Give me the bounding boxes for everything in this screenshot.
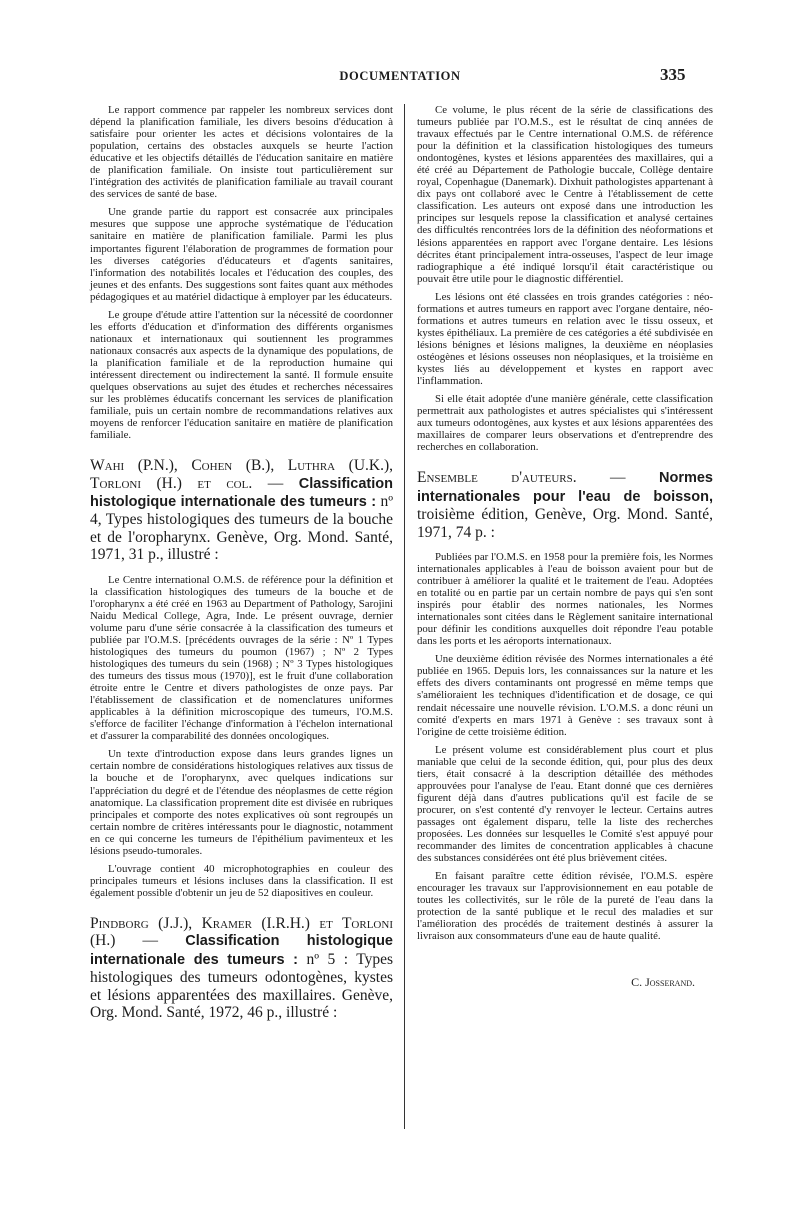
paragraph: L'ouvrage contient 40 microphotographies en couleur des principales tumeurs et lésions incluses dans la classification. Il est également possible d'obtenir un jeu de 52 diapositives en couleur. <box>90 862 393 899</box>
paragraph: Le rapport commence par rappeler les nombreux services dont dépend la planification familiale, les divers besoins d'éducation à satisfaire pour orienter les actes et décisions volontaires de la population, certains des obstacles auxquels se heurte l'action éducative et les objectifs détaillés de l'éducation sanitaire en matière de planification familiale. On insiste tout particulièrement sur l'intégration des activités de planification familiale au travail courant des services de santé de base. <box>90 104 393 201</box>
paragraph: Ce volume, le plus récent de la série de classifications des tumeurs publiée par l'O.M.S., est le résultat de cinq années de travaux effectués par le Centre international O.M.S. de référence pour la définition et la classification histologiques des tumeurs ondontogènes, kystes et lésions apparentées des maxillaires, qui a été créé au Département de Pathologie buccale, Collège dentaire royal, Copenhague (Danemark). Dixhuit pathologistes appartenant à dix pays ont collaboré avec le Centre à l'établissement de cette classification. Les auteurs ont exposé dans une introduction les principes sur lesquels repose la classification et analysé certaines des difficultés rencontrées lors de la définition des néoformations et lésions apparentées en rapport avec l'organe dentaire. Les lésions décrites étant principalement intra-osseuses, l'aspect de leur image radiographique a été indiqué lorsqu'il était caractéristique ou pouvait être utile pour le diagnostic différentiel. <box>417 104 713 285</box>
reference-title: Classification histologique internationale des tumeurs : <box>90 933 393 968</box>
paragraph: Le groupe d'étude attire l'attention sur la nécessité de coordonner les efforts d'éducation et d'information des différents organismes nationaux et internationaux qui soutiennent les programmes nationaux consacrés aux aspects de la dynamique des populations, de la planification familiale et de la reproduction humaine qui intéressent directement ou indirectement la santé. Il formule ensuite quelques observations au sujet des études et recherches nécessaires sur les problèmes éducatifs concernant les services de planification familiale, puis un certain nombre de recommandations relatives aux moyens de renforcer l'éducation sanitaire en matière de planification familiale. <box>90 308 393 442</box>
reference-title: Normes internationales pour l'eau de boisson, <box>417 470 713 505</box>
reference-details: nº 5 : Types histologiques des tumeurs odontogènes, kystes et lésions apparentées des maxillaires. Genève, Org. Mond. Santé, 1972, 46 p., illustré : <box>90 950 393 1021</box>
paragraph: Le présent volume est considérablement plus court et plus maniable que celui de la seconde édition, qui, pour plus des deux tiers, était consacré à la description détaillée des méthodes approuvées pour l'analyse de l'eau. Etant donné que ces dernières figurent déjà dans d'autres publications qu'il est facile de se procurer, on s'est contenté d'y renvoyer le lecteur. Certains autres passages ont également disparu, telle la liste des recherches proposées. Les données sur lesquelles le Comité s'est appuyé pour recommander des limites de concentration applicables à chacune des substances considérées ont été plus brièvement citées. <box>417 743 713 865</box>
paragraph: Publiées par l'O.M.S. en 1958 pour la première fois, les Normes internationales applicables à l'eau de boisson avaient pour but de contribuer à améliorer la qualité et le traitement de l'eau. Adoptées en totalité ou en partie par un certain nombre de pays qui s'en sont inspirés pour établir des normes nationales, les Normes internationales sont citées dans le Règlement sanitaire international pour définir les conditions auxquelles doit répondre l'eau potable dans les ports et les aéroports internationaux. <box>417 550 713 648</box>
reference-authors: Pindborg (J.J.), Kramer (I.R.H.) et Torloni (H.) — <box>90 914 393 950</box>
page-number: 335 <box>660 65 686 84</box>
paragraph: En faisant paraître cette édition révisée, l'O.M.S. espère encourager les travaux sur l'approvisionnement en eau potable de toutes les collectivités, sur le rôle de la pureté de l'eau dans la protection de la santé publique et le recul des maladies et sur l'amélioration des procédés de traitement destinés à assurer la livraison aux consommateurs d'une eau de haute qualité. <box>417 870 713 943</box>
page-header <box>0 67 800 87</box>
paragraph: Une deuxième édition révisée des Normes internationales a été publiée en 1965. Depuis lors, les connaissances sur la nature et les effets des divers contaminants ont progressé en même temps que s'amélioraient les techniques d'identification et de dosage, ce qui rendait nécessaire une nouvelle révision. L'O.M.S. a donc réuni un comité d'experts en mars 1971 à Genève : ses travaux sont à l'origine de cette troisième édition. <box>417 653 713 738</box>
right-column <box>417 104 713 988</box>
bibliographic-reference <box>417 469 713 541</box>
reference-title: Classification histologique internationale des tumeurs : <box>90 475 393 511</box>
author-signature: C. Josserand. <box>631 975 695 990</box>
paragraph: Le Centre international O.M.S. de référence pour la définition et la classification histologiques des tumeurs de la bouche et de l'oropharynx a été créé en 1963 au Department of Pathology, Sarojini Naidu Medical College, Agra, Inde. Le présent ouvrage, dernier volume paru d'une série consacrée à la classification des tumeurs et publiée par l'O.M.S. [précédents ouvrages de la série : Nº 1 Types histologiques des tumeurs du poumon (1967) ; Nº 2 Types histologiques des tumeurs du sein (1968) ; Nº 3 Types histologiques des tumeurs des tissus mous (1970)], est le fruit d'une collaboration étroite entre le Centre et divers pathologistes de onze pays. Par l'établissement de classification et de nomenclatures uniformes applicables à la définition microscopique des tumeurs, l'O.M.S. s'efforce de faciliter l'échange d'information à l'échelon international et d'assurer la comparabilité des données oncologiques. <box>90 573 393 743</box>
running-head: DOCUMENTATION <box>339 69 461 83</box>
reference-details: troisième édition, Genève, Org. Mond. Santé, 1971, 74 p. : <box>417 506 713 541</box>
paragraph: Un texte d'introduction expose dans leurs grandes lignes un certain nombre de considérations histologiques relatives aux tissus de la bouche et de l'oropharynx, avec quelques indications sur l'appréciation du degré et de l'étendue des néoplasmes de cette région anatomique. La classification proprement dite est divisée en rubriques principales et comporte des notes explicatives où sont regroupés un certain nombre de critères intéressants pour le diagnostic, notamment en ce qui concerne les tumeurs de l'épithélium pavimenteux et les lésions pseudo-tumorales. <box>90 748 393 857</box>
reference-authors: Ensemble d'auteurs. — <box>417 469 626 487</box>
paragraph: Les lésions ont été classées en trois grandes catégories : néo-formations et autres tumeurs en rapport avec l'organe dentaire, néo-formations et autres tumeurs en relation avec le tissu osseux, et kystes épithéliaux. La première de ces catégories a été subdivisée en lésions bénignes et lésions malignes, la deuxième en néoplasies ostéogènes et lésions osseuses non néoplasiques, et la troisième en kystes liés au développement et kystes en rapport avec l'inflammation. <box>417 290 713 388</box>
bibliographic-reference <box>90 915 393 1021</box>
paragraph: Une grande partie du rapport est consacrée aux principales mesures que suppose une approche systématique de l'éducation sanitaire en matière de planification familiale. Parmi les plus importantes figurent l'élaboration de programmes de formation pour les diverses catégories d'éducateurs et d'agents sanitaires, l'information des notabilités locales et l'éducation des couples, des jeunes et des enfants. Des suggestions sont faites quant aux méthodes pédagogiques et au matériel didactique à employer par les éducateurs. <box>90 206 393 303</box>
reference-authors: Wahi (P.N.), Cohen (B.), Luthra (U.K.), Torloni (H.) et col. — <box>90 457 393 492</box>
reference-details: nº 4, Types histologiques des tumeurs de la bouche et de l'oropharynx. Genève, Org. Mond. Santé, 1971, 31 p., illustré : <box>90 493 393 564</box>
bibliographic-reference <box>90 457 393 563</box>
column-divider <box>404 104 405 1129</box>
left-column <box>90 104 393 1031</box>
paragraph: Si elle était adoptée d'une manière générale, cette classification permettrait aux pathologistes et autres spécialistes qui s'intéressent aux tumeurs odontogènes, aux kystes et aux lésions apparentées des maxillaires de comparer leurs observations et d'entreprendre des recherches en collaboration. <box>417 393 713 454</box>
